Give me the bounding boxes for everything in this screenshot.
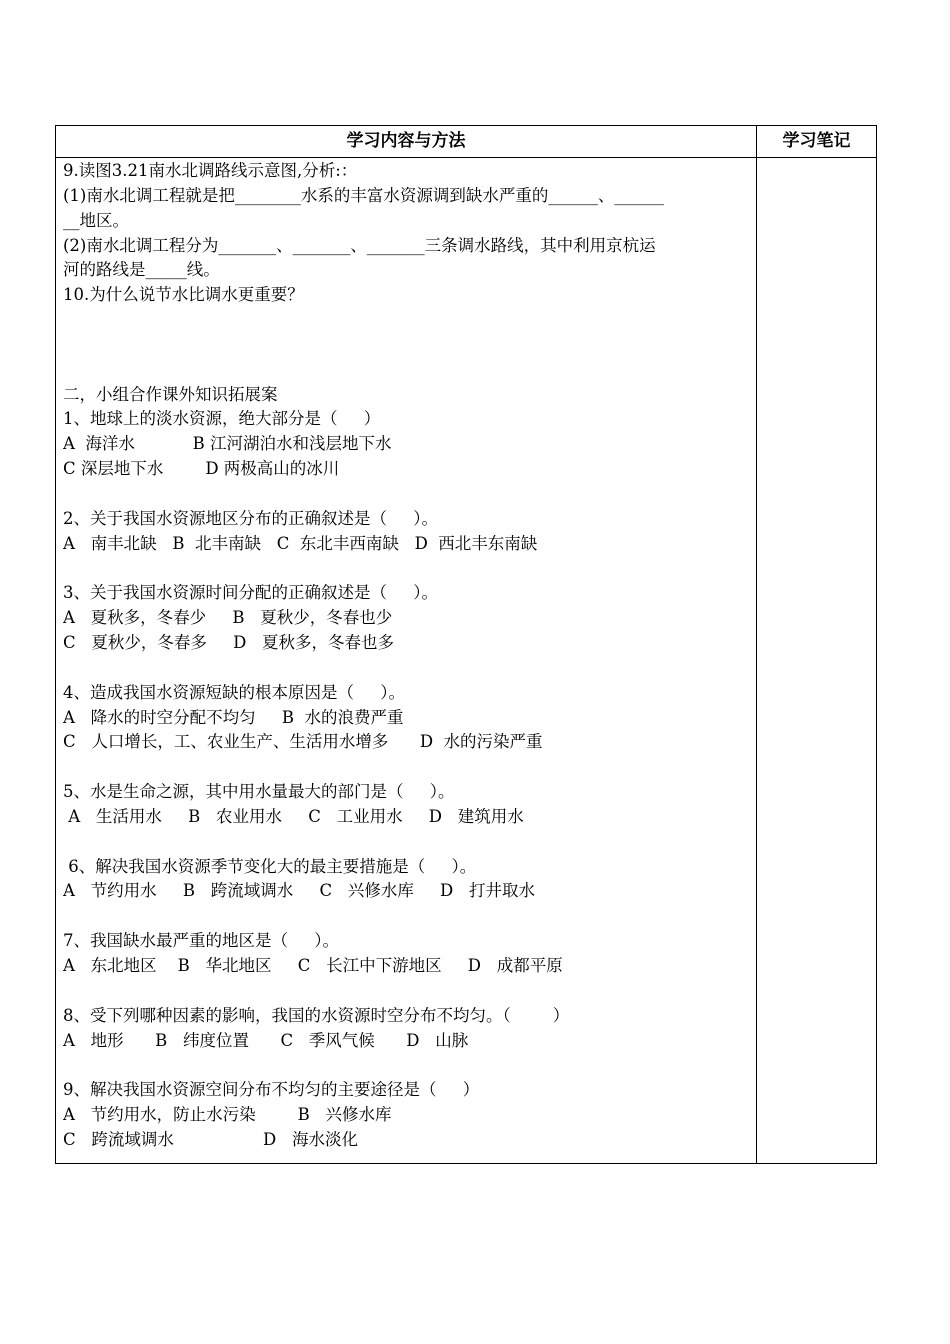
content-line: 二，小组合作课外知识拓展案 — [63, 384, 278, 404]
content-line — [63, 482, 753, 507]
worksheet-table — [55, 125, 877, 1164]
content-line — [63, 979, 753, 1004]
content-line: A 降水的时空分配不均匀 B 水的浪费严重 — [63, 707, 404, 727]
content-line: A 南丰北缺 B 北丰南缺 C 东北丰西南缺 D 西北丰东南缺 — [63, 533, 538, 553]
content-line: 1、地球上的淡水资源，绝大部分是（ ） — [63, 409, 381, 429]
content-line: 9、解决我国水资源空间分布不均匀的主要途径是（ ） — [63, 1080, 480, 1100]
header-content-method: 学习内容与方法 — [346, 131, 466, 151]
content-line: (1)南水北调工程就是把________水系的丰富水资源调到缺水严重的______、______ — [63, 185, 664, 205]
content-line: A 节约用水 B 跨流域调水 C 兴修水库 D 打井取水 — [63, 881, 536, 901]
notes-cell — [757, 158, 876, 1163]
content-line: 7、我国缺水最严重的地区是（ ）。 — [63, 931, 339, 951]
content-cell — [63, 159, 753, 1153]
content-line: C 跨流域调水 D 海水淡化 — [63, 1129, 358, 1149]
content-line: A 生活用水 B 农业用水 C 工业用水 D 建筑用水 — [63, 806, 524, 826]
content-line: 9.读图3.21南水北调路线示意图,分析:： — [63, 161, 358, 180]
content-line — [63, 333, 753, 358]
content-line: 8、受下列哪种因素的影响，我国的水资源时空分布不均匀。（ ） — [63, 1005, 570, 1025]
content-line: A 海洋水 B 江河湖泊水和浅层地下水 — [63, 434, 392, 454]
table-header-row — [56, 126, 876, 158]
content-line: 5、水是生命之源，其中用水量最大的部门是（ ）。 — [63, 782, 455, 802]
content-line: 3、关于我国水资源时间分配的正确叙述是（ ）。 — [63, 583, 438, 603]
content-line — [63, 308, 753, 333]
content-line: __地区。 — [63, 210, 129, 230]
content-line: C 深层地下水 D 两极高山的冰川 — [63, 459, 340, 479]
content-line — [63, 904, 753, 929]
content-line: (2)南水北调工程分为_______、_______、_______三条调水路线，其中利用京杭运 — [63, 235, 656, 255]
content-line: 河的路线是_____线。 — [63, 260, 220, 280]
content-line — [63, 830, 753, 855]
content-line — [63, 656, 753, 681]
content-line: A 东北地区 B 华北地区 C 长江中下游地区 D 成都平原 — [63, 956, 563, 975]
content-line — [63, 557, 753, 582]
content-line: A 地形 B 纬度位置 C 季风气候 D 山脉 — [63, 1030, 469, 1050]
content-line: 2、关于我国水资源地区分布的正确叙述是（ ）。 — [63, 508, 438, 528]
content-line — [63, 755, 753, 780]
content-line — [63, 1053, 753, 1078]
content-line: A 节约用水，防止水污染 B 兴修水库 — [63, 1105, 392, 1125]
content-line: C 夏秋少，冬春多 D 夏秋多，冬春也多 — [63, 633, 395, 653]
content-line: A 夏秋多，冬春少 B 夏秋少，冬春也少 — [63, 608, 393, 628]
content-line: 4、造成我国水资源短缺的根本原因是（ ）。 — [63, 682, 405, 702]
content-line: C 人口增长，工、农业生产、生活用水增多 D 水的污染严重 — [63, 732, 543, 752]
content-line — [63, 358, 753, 383]
content-line: 6、解决我国水资源季节变化大的最主要措施是（ ）。 — [63, 856, 477, 876]
header-study-notes: 学习笔记 — [782, 131, 851, 151]
content-line: 10.为什么说节水比调水更重要？ — [63, 285, 304, 305]
